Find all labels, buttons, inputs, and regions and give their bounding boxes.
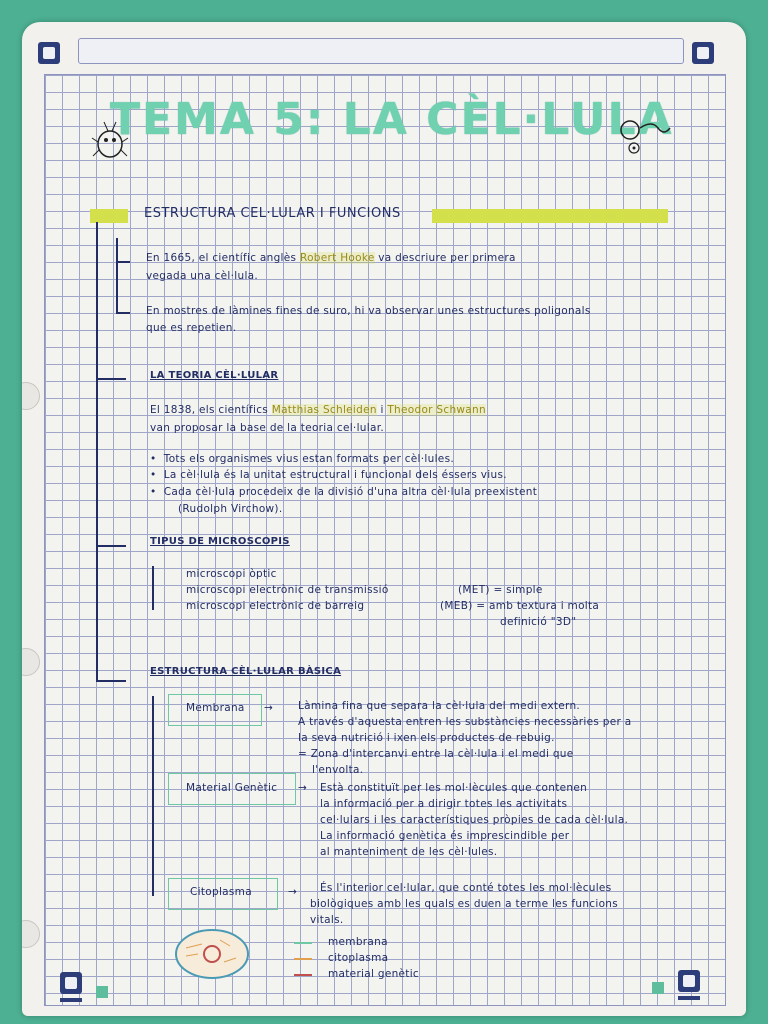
genetic-text: cel·lulars i les característiques pròpies de cada cèl·lula. [320, 814, 629, 826]
outline-line [96, 222, 98, 682]
corner-mark-icon [678, 970, 700, 992]
inline-text: La cèl·lula és la unitat estructural i funcional dels éssers vius. [163, 469, 507, 481]
intro-text: que es repetien. [146, 322, 237, 334]
membrana-text: = Zona d'intercanvi entre la cèl·lula i el medi que [298, 748, 574, 760]
page-mark [96, 986, 108, 998]
microscopi-met: (MET) = simple [458, 584, 543, 596]
page-title: TEMA 5: LA CÈL·LULA [110, 94, 674, 145]
membrana-text: l'envolta. [312, 764, 364, 776]
arrow-icon: → [288, 886, 298, 898]
teoria-heading: LA TEORIA CÈL·LULAR [150, 370, 279, 381]
genetic-text: Està constituït per les mol·lècules que contenen [320, 782, 588, 794]
citoplasma-text: És l'interior cel·lular, que conté totes les mol·lècules [320, 882, 612, 894]
membrana-text: Làmina fina que separa la cèl·lula del medi extern. [298, 700, 581, 712]
outline-line [116, 261, 130, 263]
microscopis-heading: TIPUS DE MICROSCOPIS [150, 536, 290, 547]
legend-label: citoplasma [328, 952, 389, 964]
page-mark [60, 998, 82, 1002]
corner-mark-icon [38, 42, 60, 64]
outline-line [96, 545, 126, 547]
genetic-text: al manteniment de les cèl·lules. [320, 846, 498, 858]
teoria-text: van proposar la base de la teoria cel·lular. [150, 422, 384, 434]
inline-text: El 1838, els científics [150, 404, 269, 416]
genetic-label: Material Genètic [186, 782, 278, 794]
teoria-bullet: • Tots els organismes vius estan formats per cèl·lules. [150, 453, 454, 465]
citoplasma-text: biològiques amb les quals es duen a terme les funcions [310, 898, 619, 910]
membrana-label: Membrana [186, 702, 245, 714]
intro-text: vegada una cèl·lula. [146, 270, 259, 282]
teoria-text [150, 402, 486, 418]
legend-swatch [294, 958, 312, 960]
teoria-attribution: (Rudolph Virchow). [178, 503, 283, 515]
microscopi-meb: definició "3D" [500, 616, 577, 628]
arrow-icon: → [264, 702, 274, 714]
inline-text: Matthias Schleiden [271, 404, 377, 416]
legend-swatch [294, 974, 312, 976]
page-mark [652, 982, 664, 994]
cell-diagram-icon [172, 926, 252, 982]
inline-text: Cada cèl·lula procedeix de la divisió d'una altra cèl·lula preexistent [163, 486, 538, 498]
outline-line [96, 378, 126, 380]
inline-text: Robert Hooke [299, 252, 375, 264]
microscopi-item: microscopi electrònic de transmissió [186, 584, 389, 596]
intro-text [146, 250, 516, 266]
membrana-text: A través d'aquesta entren les substàncies necessàries per a [298, 716, 632, 728]
teoria-bullet: • Cada cèl·lula procedeix de la divisió d'una altra cèl·lula preexistent [150, 486, 538, 498]
outline-line [116, 238, 118, 314]
notebook-page [22, 22, 746, 1016]
binder-hole [22, 382, 40, 410]
membrana-text: la seva nutrició i ixen els productes de rebuig. [298, 732, 555, 744]
legend-label: membrana [328, 936, 388, 948]
microscopi-meb: (MEB) = amb textura i molta [440, 600, 600, 612]
inline-text: i [380, 404, 384, 416]
genetic-text: la informació per a dirigir totes les activitats [320, 798, 568, 810]
outline-line [152, 696, 154, 896]
corner-mark-icon [692, 42, 714, 64]
outline-line [96, 680, 126, 682]
inline-text: Theodor Schwann [387, 404, 486, 416]
outline-line [116, 312, 130, 314]
microscopi-item: microscopi òptic [186, 568, 277, 580]
inline-text: va descriure per primera [378, 252, 516, 264]
legend-swatch [294, 942, 312, 944]
legend-label: material genètic [328, 968, 420, 980]
basica-heading: ESTRUCTURA CÈL·LULAR BÀSICA [150, 666, 342, 677]
microscopi-item: microscopi electrònic de barreig [186, 600, 365, 612]
citoplasma-text: vitals. [310, 914, 344, 926]
highlight-bar [90, 209, 128, 223]
citoplasma-label: Citoplasma [190, 886, 252, 898]
binder-hole [22, 920, 40, 948]
binder-hole [22, 648, 40, 676]
highlight-bar [432, 209, 668, 223]
header-bar [78, 38, 684, 64]
inline-text: En 1665, el científic anglès [146, 252, 297, 264]
section-heading: ESTRUCTURA CEL·LULAR I FUNCIONS [144, 206, 401, 221]
corner-mark-icon [60, 972, 82, 994]
genetic-text: La informació genètica és imprescindible per [320, 830, 570, 842]
intro-text: En mostres de làmines fines de suro, hi va observar unes estructures poligonals [146, 305, 591, 317]
outline-line [152, 566, 154, 610]
arrow-icon: → [298, 782, 308, 794]
page-mark [678, 996, 700, 1000]
cell-doodle-icon [616, 118, 672, 158]
inline-text: Tots els organismes vius estan formats per cèl·lules. [163, 453, 454, 465]
teoria-bullet: • La cèl·lula és la unitat estructural i funcional dels éssers vius. [150, 469, 507, 481]
